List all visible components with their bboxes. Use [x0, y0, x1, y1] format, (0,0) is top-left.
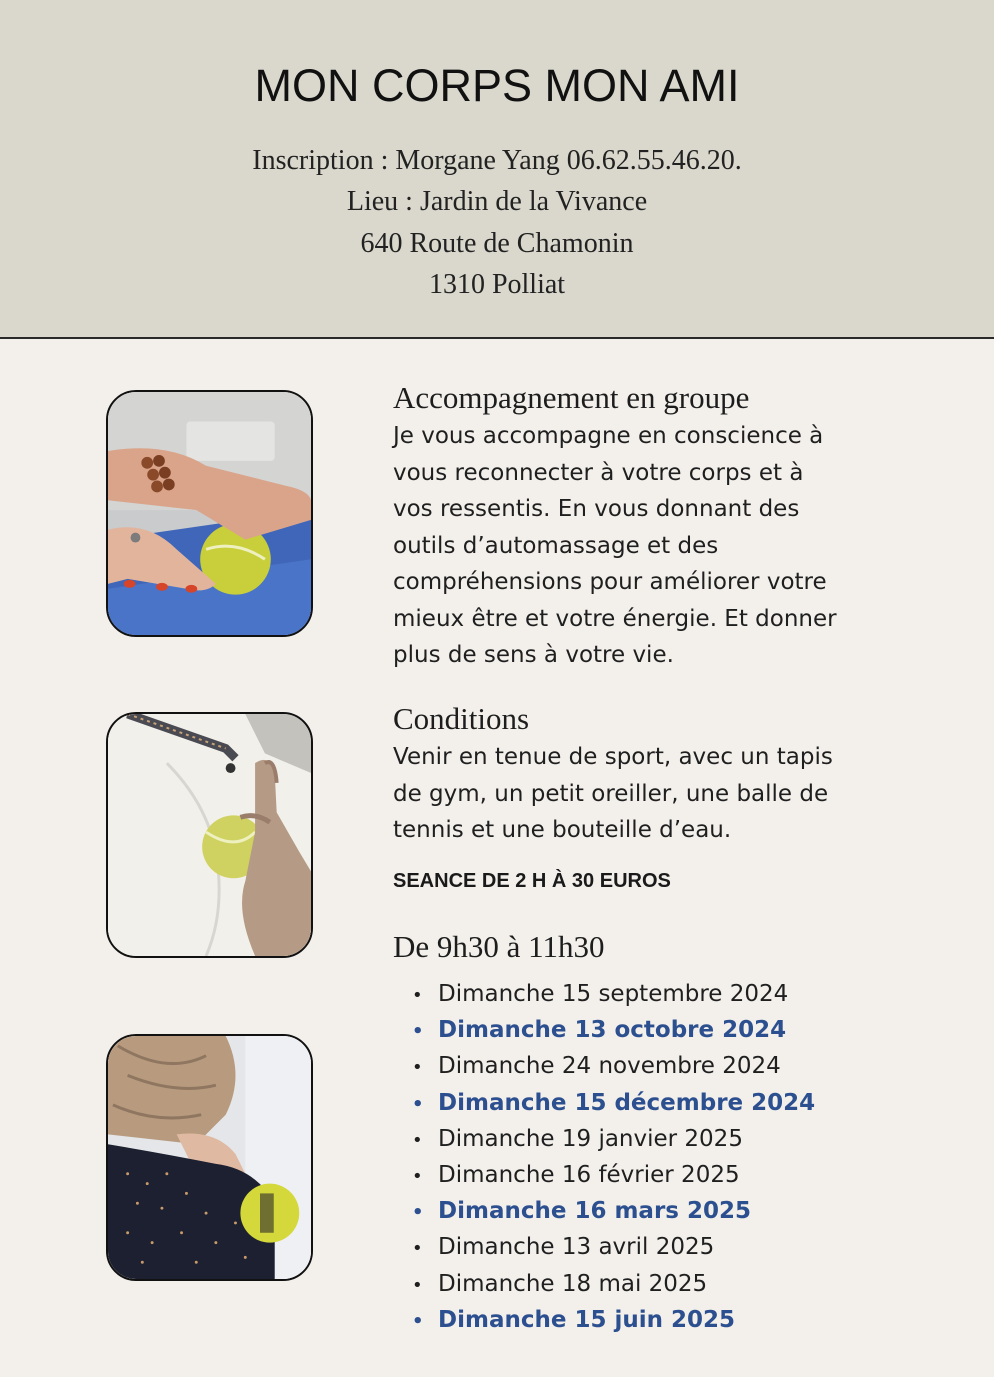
address-line: 640 Route de Chamonin	[360, 228, 634, 259]
date-item	[412, 1012, 815, 1048]
date-label: Dimanche 15 septembre 2024	[438, 981, 789, 1007]
text-line: outils d’automassage et des	[393, 532, 719, 559]
bullet: •	[412, 1129, 423, 1151]
bullet: •	[412, 1202, 424, 1224]
date-item	[412, 1048, 815, 1084]
conditions-text	[393, 739, 873, 849]
tennis-ball-on-shoulder-photo	[106, 712, 313, 958]
text-line: tennis et une bouteille d’eau.	[393, 817, 732, 843]
date-label: Dimanche 16 mars 2025	[438, 1198, 752, 1225]
bullet: •	[412, 1165, 423, 1187]
bullet: •	[412, 985, 423, 1006]
date-label: Dimanche 15 juin 2025	[438, 1306, 736, 1333]
date-item	[412, 1121, 815, 1157]
text-line: mieux être et votre énergie. Et donner	[393, 605, 837, 632]
group-support-text	[393, 418, 873, 674]
text-line: Venir en tenue de sport, avec un tapis	[393, 744, 833, 770]
date-label: Dimanche 19 janvier 2025	[438, 1125, 743, 1152]
conditions-heading: Conditions	[393, 701, 530, 736]
text-line: vos ressentis. En vous donnant des	[393, 496, 800, 522]
group-support-heading: Accompagnement en groupe	[393, 380, 750, 415]
bullet: •	[412, 1310, 424, 1332]
session-dates-list	[412, 976, 815, 1338]
bullet: •	[412, 1021, 424, 1043]
text-line: de gym, un petit oreiller, une balle de	[393, 780, 829, 807]
bullet: •	[412, 1093, 424, 1115]
text-line: Je vous accompagne en conscience à	[393, 423, 824, 449]
date-label: Dimanche 18 mai 2025	[438, 1270, 708, 1297]
text-line: compréhensions pour améliorer votre	[393, 569, 827, 595]
date-item	[412, 1193, 815, 1229]
date-label: Dimanche 13 avril 2025	[438, 1234, 715, 1261]
bullet: •	[412, 1274, 423, 1296]
date-label: Dimanche 15 décembre 2024	[438, 1089, 816, 1116]
header-banner	[0, 0, 994, 339]
session-price: SEANCE DE 2 H À 30 EUROS	[393, 870, 671, 892]
venue-line: Lieu : Jardin de la Vivance	[346, 186, 648, 217]
text-line: vous reconnecter à votre corps et à	[393, 459, 804, 486]
tennis-ball-on-neck-photo	[106, 1034, 313, 1281]
bullet: •	[412, 1057, 423, 1079]
date-label: Dimanche 16 février 2025	[438, 1161, 740, 1188]
date-item	[412, 1266, 815, 1302]
date-item	[412, 1085, 815, 1121]
date-item	[412, 1157, 815, 1193]
date-item	[412, 976, 815, 1012]
schedule-heading: De 9h30 à 11h30	[393, 929, 605, 964]
bullet: •	[412, 1238, 423, 1260]
text-line: plus de sens à votre vie.	[393, 642, 674, 668]
registration-line: Inscription : Morgane Yang 06.62.55.46.20.	[252, 145, 742, 176]
date-label: Dimanche 24 novembre 2024	[438, 1053, 781, 1080]
city-line: 1310 Polliat	[428, 269, 566, 300]
date-item	[412, 1302, 815, 1338]
date-item	[412, 1229, 815, 1265]
hand-on-tennis-ball-photo	[106, 390, 313, 637]
page-title: MON CORPS MON AMI	[254, 60, 740, 111]
date-label: Dimanche 13 octobre 2024	[438, 1017, 787, 1044]
